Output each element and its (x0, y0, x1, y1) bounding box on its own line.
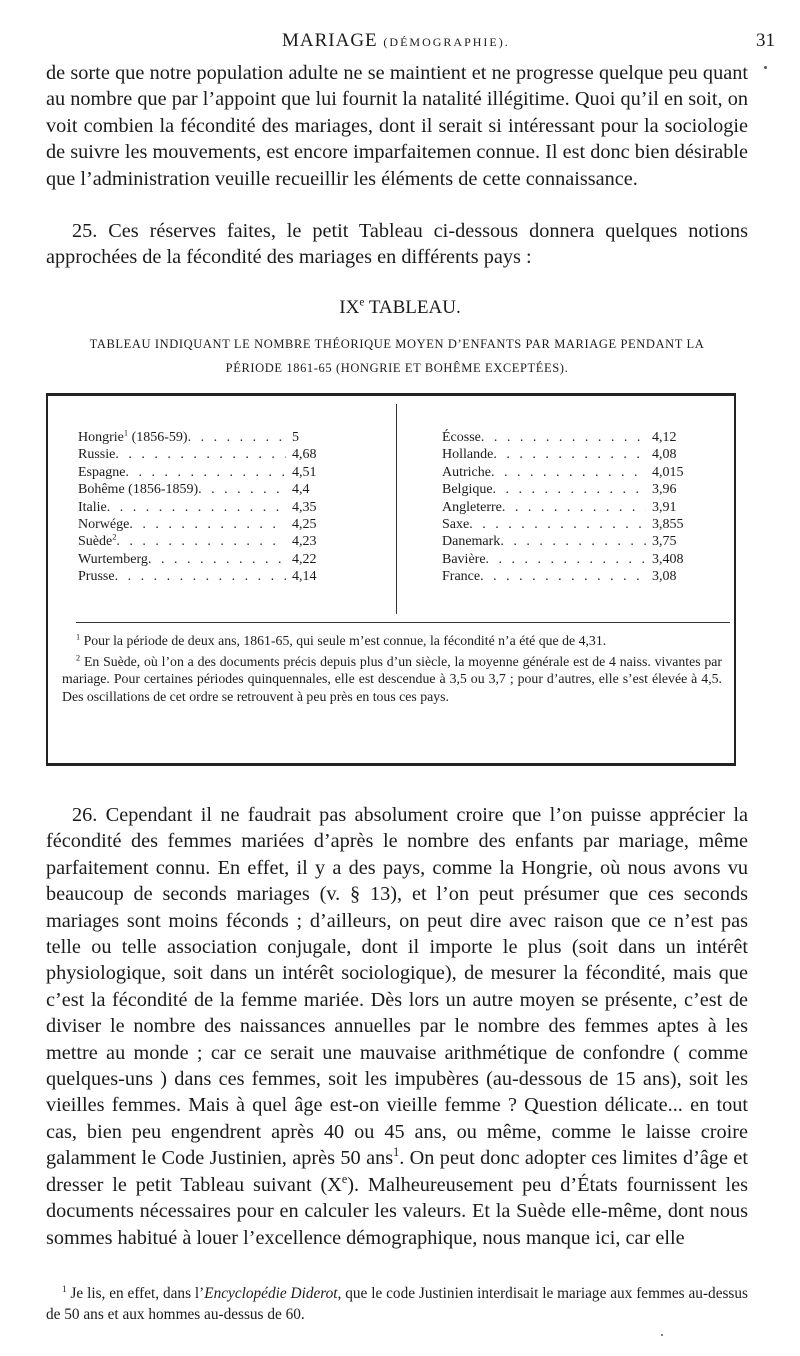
dot-leader (480, 568, 646, 585)
children-per-marriage-value: 4,23 (292, 534, 317, 550)
margin-speck (764, 66, 767, 69)
table-row (78, 533, 336, 550)
table-note-1: $^1$ Pour la période de deux ans, 1861-65, qui seule m’est connue, la fécondité n’a été que de 4,31. (76, 632, 607, 648)
paragraph-25 (46, 218, 748, 271)
paragraph-25-text: 25. Ces réserves faites, le petit Tableau ci-dessous donnera quelques notions approchées de la fécondité des mariages en différents pays : (46, 220, 748, 269)
country-name: Angleterre (442, 499, 502, 515)
children-per-marriage-value: 3,855 (652, 517, 684, 533)
running-header (0, 30, 800, 56)
children-per-marriage-value: 3,96 (652, 482, 677, 498)
dot-leader (500, 533, 646, 550)
children-per-marriage-value: 4,35 (292, 499, 317, 515)
dot-leader (493, 446, 646, 463)
dot-leader (115, 446, 286, 463)
table-note-2: $^2$ En Suède, où l’on a des documents précis depuis plus d’un siècle, la moyenne générale est de 4 naiss. vivantes par mariage. Pour certaines périodes quinquennales, elle est descendue à 3,5 ou 3,7 ; pour d’autres, elle s’est élevée à 4,5. Des oscillations de cet ordre se retrouvent à peu près en tous ces pays. (62, 653, 722, 704)
children-per-marriage-value: 4,015 (652, 464, 684, 480)
dot-leader (502, 499, 646, 516)
table-row (78, 429, 336, 446)
children-per-marriage-value: 4,68 (292, 447, 317, 463)
children-per-marriage-value: 4,51 (292, 464, 317, 480)
country-name: Danemark (442, 534, 501, 550)
fecundity-table (46, 393, 736, 766)
children-per-marriage-value: 4,12 (652, 430, 677, 445)
table-column-left (78, 429, 336, 586)
children-per-marriage-value: 4,25 (292, 517, 317, 533)
table-title: IXe TABLEAU. (339, 296, 461, 318)
country-name: Espagne (78, 464, 126, 480)
country-name: Bohême (1856-1859) (78, 482, 199, 498)
country-name: Prusse (78, 569, 115, 585)
country-name: Belgique (442, 482, 493, 498)
table-caption-line-1: TABLEAU INDIQUANT LE NOMBRE THÉORIQUE MOYEN D’ENFANTS PAR MARIAGE PENDANT LA (89, 337, 705, 351)
paragraph-continuation: de sorte que notre population adulte ne se maintient et ne progresse quelque peu quant au nombre que par l’appoint que lui fournit la natalité illégitime. Quoi qu’il en soit, on voit combien la fécondité des mariages, dont il serait si intéressant pour la sociologie de suivre les mouvements, est encore imparfaitemen connue. Il est donc bien désirable que l’administration veuille recueillir les éléments de cette connaissance. (46, 62, 748, 190)
table-row (78, 499, 336, 516)
dot-leader (481, 429, 646, 446)
table-row (442, 464, 696, 481)
table-row (442, 429, 696, 446)
table-column-right (442, 429, 696, 586)
country-name: Norwége (78, 517, 130, 533)
table-row (78, 446, 336, 463)
country-name: Wurtemberg (78, 551, 148, 567)
dot-leader (491, 464, 646, 481)
dot-leader (493, 481, 646, 498)
dot-leader (469, 516, 646, 533)
children-per-marriage-value: 4,22 (292, 551, 317, 567)
dot-leader (125, 464, 286, 481)
dot-leader (486, 551, 646, 568)
country-name: Autriche (442, 464, 491, 480)
table-row (442, 446, 696, 463)
dot-leader (188, 429, 286, 446)
children-per-marriage-value: 4,4 (292, 482, 310, 498)
children-per-marriage-value: 3,08 (652, 569, 677, 585)
table-notes (62, 632, 722, 708)
dot-leader (148, 551, 286, 568)
page-footnote: $^1$ Je lis, en effet, dans l’Encyclopédie Diderot, que le code Justinien interdisait le mariage aux femmes au-dessus de 50 ans et aux hommes au-dessus de 60. (46, 1283, 748, 1323)
column-divider (396, 404, 397, 614)
table-row (78, 464, 336, 481)
country-name: Saxe (442, 517, 470, 533)
table-row (442, 499, 696, 516)
dot-leader (115, 568, 286, 585)
page-number: 31 (756, 30, 775, 51)
table-caption (46, 332, 748, 380)
children-per-marriage-value: 3,408 (652, 551, 684, 567)
paragraph-26: 26. Cependant il ne faudrait pas absolument croire que l’on puisse apprécier la fécondité des femmes mariées d’après le nombre des enfants par mariage, même parfaitement connu. En effet, il y a des pays, comme la Hongrie, où nous avons vu beaucoup de seconds mariages (v. § 13), et l’on peut présumer que ces seconds mariages sont moins féconds ; d’ailleurs, on peut dire avec raison que ce n’est pas telle ou telle association conjugale, dont il importe le plus (soit dans un intérêt physiologique, soit dans un intérêt sociologique), de mesurer la fécondité, mais que c’est la fécondité de la femme mariée. Dès lors un autre moyen se présente, c’est de diviser le nombre des naissances annuelles par le nombre des femmes aptes à les mettre au monde ; car ce serait une mauvaise arithmétique de confondre ( comme quelques-uns ) dans ces femmes, soit les impubères (au-dessous de 15 ans), soit les vieilles femmes. Mais à quel âge est-on vieille femme ? Question délicate... en tout cas, bien peu engendrent après 40 ou 45 ans, ou même, comme le laisse croire galamment le Code Justinien, après 50 ans$^1$. On peut donc adopter ces limites d’âge et dresser le petit Tableau suivant (Xe). Malheureusement peu d’États fournissent les documents nécessaires pour en calculer les valeurs. Et la Suède elle-même, dont nous sommes habitué à louer l’excellence démographique, nous manque ici, car elle (46, 804, 748, 1249)
table-row (78, 568, 336, 585)
margin-speck (661, 1334, 663, 1336)
children-per-marriage-value: 3,75 (652, 534, 677, 550)
children-per-marriage-value: 4,08 (652, 447, 677, 463)
country-name: Écosse (442, 430, 481, 445)
country-name: Bavière (442, 551, 486, 567)
country-name: Russie (78, 447, 116, 463)
country-name: Hongrie$^1$ (1856-59) (78, 428, 188, 445)
dot-leader (116, 533, 286, 550)
table-row (442, 516, 696, 533)
running-subtitle: (DÉMOGRAPHIE). (383, 35, 510, 49)
table-row (442, 533, 696, 550)
children-per-marriage-value: 3,91 (652, 499, 677, 515)
table-row (442, 551, 696, 568)
table-row (78, 551, 336, 568)
country-name: Suède$^2$ (78, 532, 117, 550)
table-row (442, 568, 696, 585)
children-per-marriage-value: 4,14 (292, 569, 317, 585)
running-title: MARIAGE (DÉMOGRAPHIE). (282, 30, 510, 51)
table-row (78, 516, 336, 533)
country-name: Hollande (442, 447, 494, 463)
country-name: Italie (78, 499, 107, 515)
table-row (78, 481, 336, 498)
table-row (442, 481, 696, 498)
children-per-marriage-value: 5 (292, 430, 299, 445)
dot-leader (129, 516, 286, 533)
country-name: France (442, 569, 481, 585)
notes-divider (76, 622, 730, 623)
table-caption-line-2: PÉRIODE 1861-65 (HONGRIE ET BOHÊME EXCEPTÉES). (225, 361, 569, 375)
dot-leader (107, 499, 286, 516)
dot-leader (198, 481, 286, 498)
